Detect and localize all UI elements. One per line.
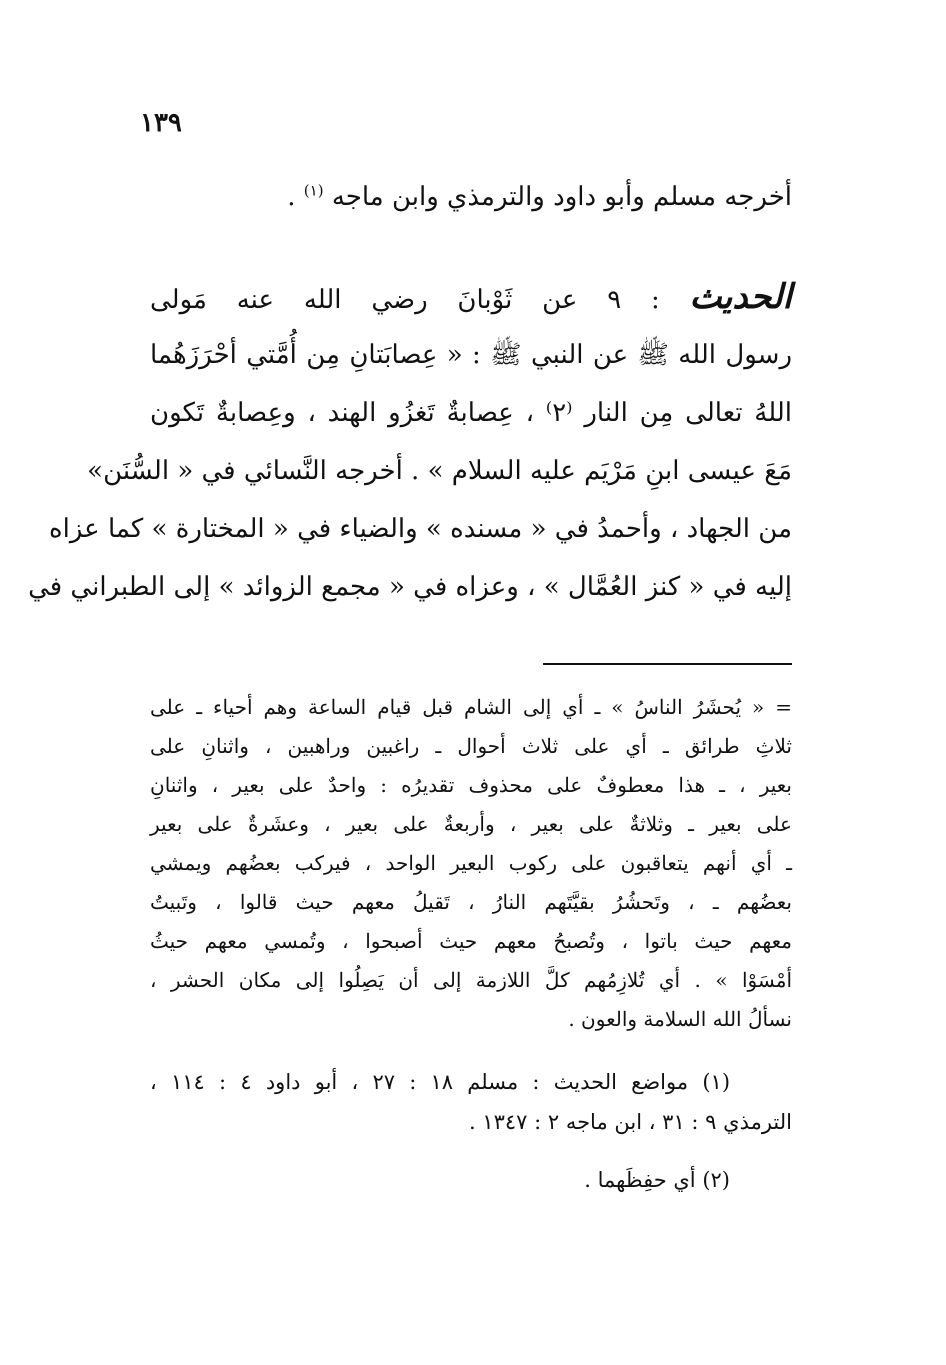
gloss-line-8: أمْسَوْا » . أي تُلازِمُهم كلَّ اللازمة إلى أن يَصِلُوا إلى مكان الحشر ، <box>150 968 792 992</box>
intro-line <box>150 170 792 224</box>
footnote-ref-1: (١) <box>303 181 324 200</box>
hadith-line-1-text: : ٩ عن ثَوْبانَ رضي الله عنه مَولى <box>150 285 690 315</box>
hadith-line-4: مَعَ عيسى ابنِ مَرْيَم عليه السلام » . أخرجه النَّسائي في « السُّنَن» <box>87 456 792 486</box>
gloss-line-7: معهم حيث باتوا ، وتُصبحُ معهم حيث أصبحوا ، وتُمسي معهم حيثُ <box>150 929 792 953</box>
gloss-line-1: = « يُحشَرُ الناسُ » ـ أي إلى الشام قبل قيام الساعة وهم أحياء ـ على <box>150 695 792 719</box>
gloss-line-4: على بعير ـ وثلاثةٌ على بعير ، وأربعةٌ على بعير ، وعشَرةٌ على بعير <box>150 812 792 836</box>
footnote-2-line-1: (٢) أي حفِظَهما . <box>584 1168 730 1192</box>
hadith-line-3: اللهُ تعالى مِن النار ⁽٢⁾ ، عِصابةٌ تَغزُو الهند ، وعِصابةٌ تَكون <box>150 398 792 428</box>
gloss-line-5: ـ أي أنهم يتعاقبون على ركوب البعير الواحد ، فيركب بعضُهم ويمشي <box>150 851 792 875</box>
gloss-line-3: بعير ، ـ هذا معطوفٌ على محذوف تقديرُه : واحدٌ على بعير ، واثنانِ <box>150 773 792 797</box>
gloss-line-9: نسألُ الله السلامة والعون . <box>568 1007 792 1031</box>
gloss-line-6: بعضُهم ـ ، وتَحشُرُ بقيَّتَهم النارُ ، تَقيلُ معهم حيث قالوا ، وتَبيتُ <box>150 890 792 914</box>
intro-text: أخرجه مسلم وأبو داود والترمذي وابن ماجه <box>331 182 792 212</box>
footnote-1-line-1: (١) مواضع الحديث : مسلم ١٨ : ٢٧ ، أبو داود ٤ : ١١٤ ، <box>150 1070 731 1094</box>
hadith-heading: الحديث <box>689 277 792 317</box>
hadith-line-1 <box>150 268 792 326</box>
page-number: ١٣٩ <box>140 108 182 138</box>
intro-end: . <box>287 182 296 212</box>
footnote-separator <box>543 663 792 665</box>
hadith-paragraph <box>28 268 792 616</box>
footnote-2 <box>150 1160 792 1200</box>
gloss-line-2: ثلاثِ طرائق ـ أي على ثلاث أحوال ـ راغبين وراهبين ، واثنانِ على <box>150 734 792 758</box>
hadith-line-2: رسول الله ﷺ عن النبي ﷺ : « عِصابَتانِ مِن أُمَّتي أحْرَزَهُما <box>150 340 792 370</box>
footnote-1 <box>150 1062 792 1142</box>
gloss-continuation <box>150 688 792 1039</box>
footnote-1-line-2: الترمذي ٩ : ٣١ ، ابن ماجه ٢ : ١٣٤٧ . <box>468 1110 792 1134</box>
hadith-line-5: من الجهاد ، وأحمدُ في « مسنده » والضياء في « المختارة » كما عزاه <box>48 514 792 544</box>
hadith-line-6: إليه في « كنز العُمَّال » ، وعزاه في « مجمع الزوائد » إلى الطبراني في <box>28 572 792 602</box>
